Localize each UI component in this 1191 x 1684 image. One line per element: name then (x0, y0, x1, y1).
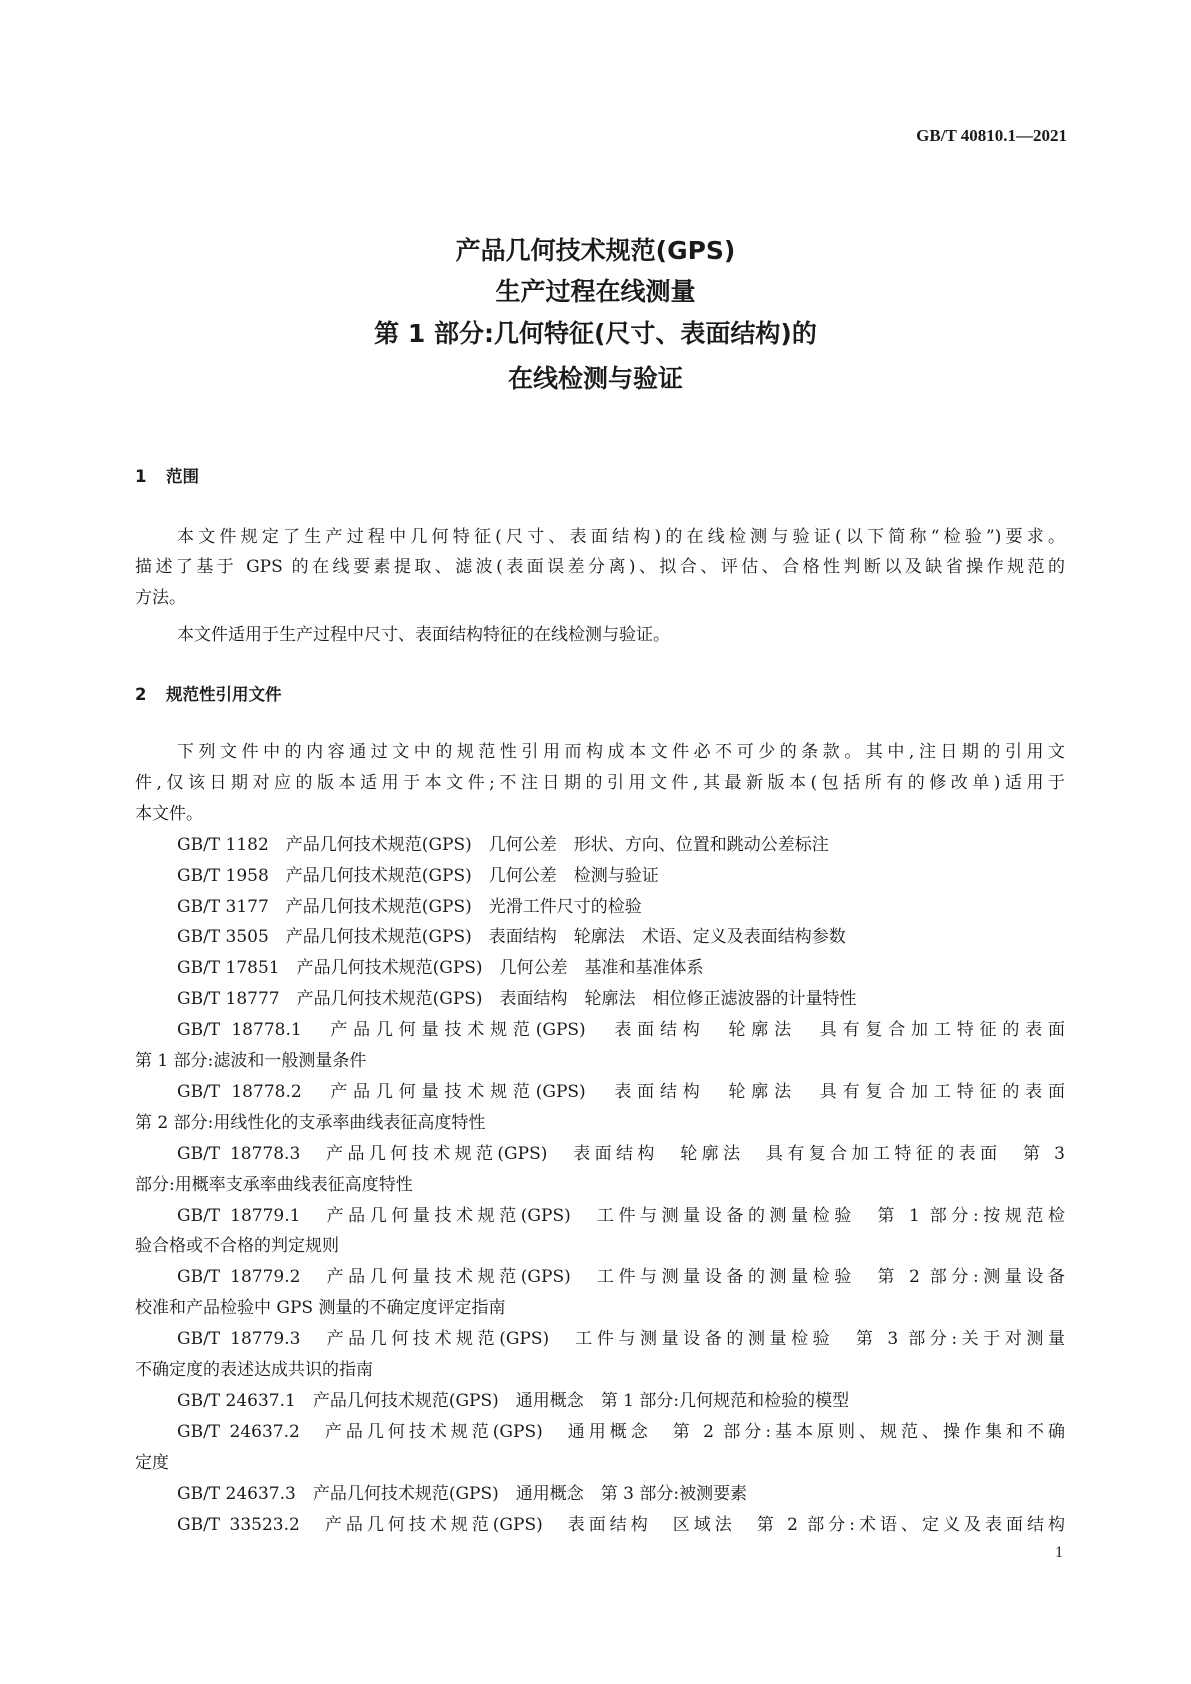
reference-line: GB/T 18779.2 产品几何量技术规范(GPS) 工件与测量设备的测量检验 第 2 部分:测量设备 (177, 1267, 1065, 1288)
paragraph-line: 方法。 (135, 588, 186, 608)
reference-line: 第 1 部分:滤波和一般测量条件 (135, 1051, 367, 1071)
reference-line: 验合格或不合格的判定规则 (135, 1236, 339, 1257)
section-number: 2 (135, 685, 147, 704)
paragraph-line: 本文件适用于生产过程中尺寸、表面结构特征的在线检测与验证。 (177, 625, 670, 645)
reference-line: 校准和产品检验中 GPS 测量的不确定度评定指南 (135, 1298, 506, 1319)
reference-line: GB/T 18779.1 产品几何量技术规范(GPS) 工件与测量设备的测量检验 第 1 部分:按规范检 (177, 1205, 1065, 1226)
reference-line: GB/T 1958 产品几何技术规范(GPS) 几何公差 检测与验证 (177, 865, 659, 886)
reference-line: GB/T 18778.3 产品几何技术规范(GPS) 表面结构 轮廓法 具有复合加工特征的表面 第 3 (177, 1143, 1065, 1164)
reference-line: 部分:用概率支承率曲线表征高度特性 (135, 1174, 413, 1195)
reference-line: GB/T 18779.3 产品几何技术规范(GPS) 工件与测量设备的测量检验 第 3 部分:关于对测量 (177, 1329, 1065, 1350)
paragraph-line: 本文件规定了生产过程中几何特征(尺寸、表面结构)的在线检测与验证(以下简称“检验”)要求。 (177, 527, 1065, 547)
section-2-heading (135, 680, 282, 710)
reference-line: 定度 (135, 1452, 169, 1473)
reference-line: GB/T 24637.3 产品几何技术规范(GPS) 通用概念 第 3 部分:被测要素 (177, 1483, 748, 1504)
reference-line: GB/T 3177 产品几何技术规范(GPS) 光滑工件尺寸的检验 (177, 896, 642, 917)
reference-line: 不确定度的表述达成共识的指南 (135, 1360, 373, 1380)
document-title-line: 产品几何技术规范(GPS) (455, 236, 736, 265)
reference-line: GB/T 18778.1 产品几何量技术规范(GPS) 表面结构 轮廓法 具有复合加工特征的表面 (177, 1020, 1065, 1041)
reference-line: GB/T 24637.1 产品几何技术规范(GPS) 通用概念 第 1 部分:几何规范和检验的模型 (177, 1390, 850, 1411)
reference-line: GB/T 33523.2 产品几何技术规范(GPS) 表面结构 区域法 第 2 部分:术语、定义及表面结构 (177, 1514, 1065, 1535)
reference-line: GB/T 1182 产品几何技术规范(GPS) 几何公差 形状、方向、位置和跳动公差标注 (177, 834, 829, 855)
section-title: 规范性引用文件 (166, 685, 282, 704)
paragraph-line: 描述了基于 GPS 的在线要素提取、滤波(表面误差分离)、拟合、评估、合格性判断以及缺省操作规范的 (135, 557, 1065, 577)
section-number: 1 (135, 467, 147, 486)
section-1-heading (135, 462, 199, 492)
section-title: 范围 (166, 467, 199, 486)
document-title-line: 第 1 部分:几何特征(尺寸、表面结构)的 (374, 319, 817, 348)
paragraph-line: 下列文件中的内容通过文中的规范性引用而构成本文件必不可少的条款。其中,注日期的引用文 (177, 742, 1065, 762)
reference-line: GB/T 18777 产品几何技术规范(GPS) 表面结构 轮廓法 相位修正滤波器的计量特性 (177, 989, 857, 1010)
paragraph-line: 本文件。 (135, 803, 203, 824)
reference-line: GB/T 17851 产品几何技术规范(GPS) 几何公差 基准和基准体系 (177, 958, 704, 979)
paragraph-line: 件,仅该日期对应的版本适用于本文件;不注日期的引用文件,其最新版本(包括所有的修改单)适用于 (135, 772, 1065, 793)
document-title-line: 在线检测与验证 (507, 364, 683, 393)
reference-line: 第 2 部分:用线性化的支承率曲线表征高度特性 (135, 1112, 486, 1133)
standard-number: GB/T 40810.1—2021 (916, 126, 1067, 145)
reference-line: GB/T 24637.2 产品几何技术规范(GPS) 通用概念 第 2 部分:基本原则、规范、操作集和不确 (177, 1421, 1065, 1442)
reference-line: GB/T 3505 产品几何技术规范(GPS) 表面结构 轮廓法 术语、定义及表面结构参数 (177, 927, 846, 948)
reference-line: GB/T 18778.2 产品几何量技术规范(GPS) 表面结构 轮廓法 具有复合加工特征的表面 (177, 1081, 1065, 1102)
document-title-line: 生产过程在线测量 (495, 277, 696, 306)
page-number: 1 (1055, 1544, 1063, 1561)
